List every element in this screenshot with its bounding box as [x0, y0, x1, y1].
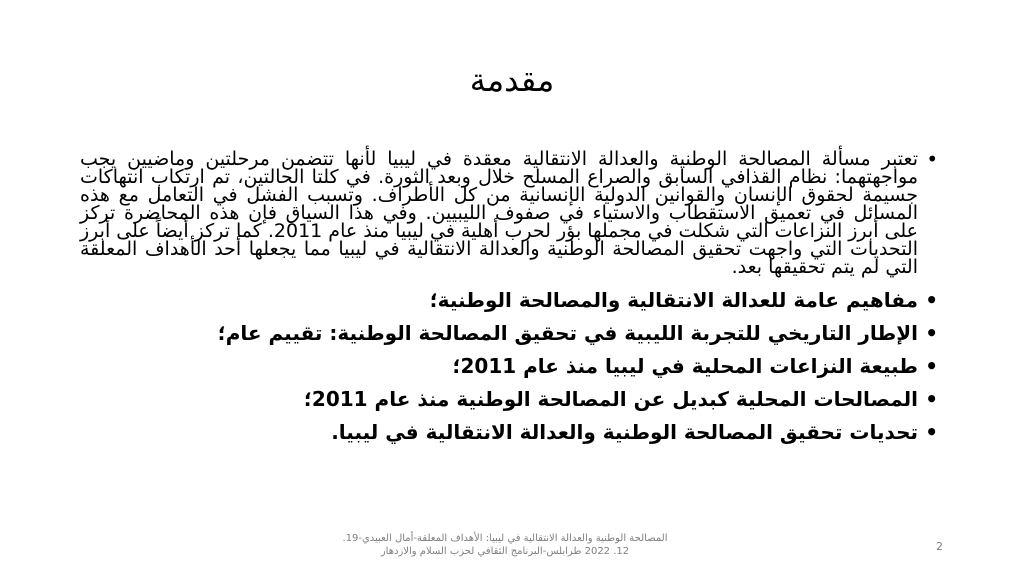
intro-paragraph: • تعتبر مسألة المصالحة الوطنية والعدالة الانتقالية معقدة في ليبيا لأنها تتضمن مرحلتين وماضيين يجب مواجهتهما: نظام القذافي السابق والصراع المسلح خلال وبعد الثورة. في كلتا الحالتين، تم ارتكاب انتهاكات جسيمة لحقوق الإنسان والقوانين الدولية الإنسانية من كل الأطراف. وتسبب الفشل في التعامل مع هذه المسائل في تعميق الاستقطاب والاستياء في صفوف الليبيين. وفي هذا السياق فإن هذه المحاضرة تركز على أبرز النزاعات التي شكلت في مجملها بؤر لحرب أهلية في ليبيا منذ عام 2011. كما تركز أيضاً على أبرز التحديات التي واجهت تحقيق المصالحة الوطنية والعدالة الانتقالية في ليبيا مما يجعلها أحد الأهداف المعلقة التي لم يتم تحقيقها بعد. [80, 150, 918, 276]
footer-line-1: المصالحة الوطنية والعدالة الانتقالية في ليبيا: الأهداف المعلقة-أمال العبيدي-19. [342, 533, 668, 544]
bullet-point-5: • تحديات تحقيق المصالحة الوطنية والعدالة الانتقالية في ليبيا. [80, 420, 918, 444]
bullet-point-1: • مفاهيم عامة للعدالة الانتقالية والمصالحة الوطنية؛ [80, 288, 918, 312]
bullet-point-2: • الإطار التاريخي للتجربة الليبية في تحقيق المصالحة الوطنية: تقييم عام؛ [80, 321, 918, 345]
bullet-list [80, 150, 940, 444]
page-number: 2 [936, 540, 943, 553]
slide-content [80, 150, 940, 453]
bullet-point-3: • طبيعة النزاعات المحلية في ليبيا منذ عام 2011؛ [80, 354, 918, 378]
slide-title: مقدمة [469, 61, 555, 99]
footer-line-2: 12. 2022 طرابلس-البرنامج الثقافي لحزب السلام والازدهار [380, 546, 630, 557]
slide-footer [290, 532, 720, 558]
bullet-point-4: • المصالحات المحلية كبديل عن المصالحة الوطنية منذ عام 2011؛ [80, 387, 918, 411]
